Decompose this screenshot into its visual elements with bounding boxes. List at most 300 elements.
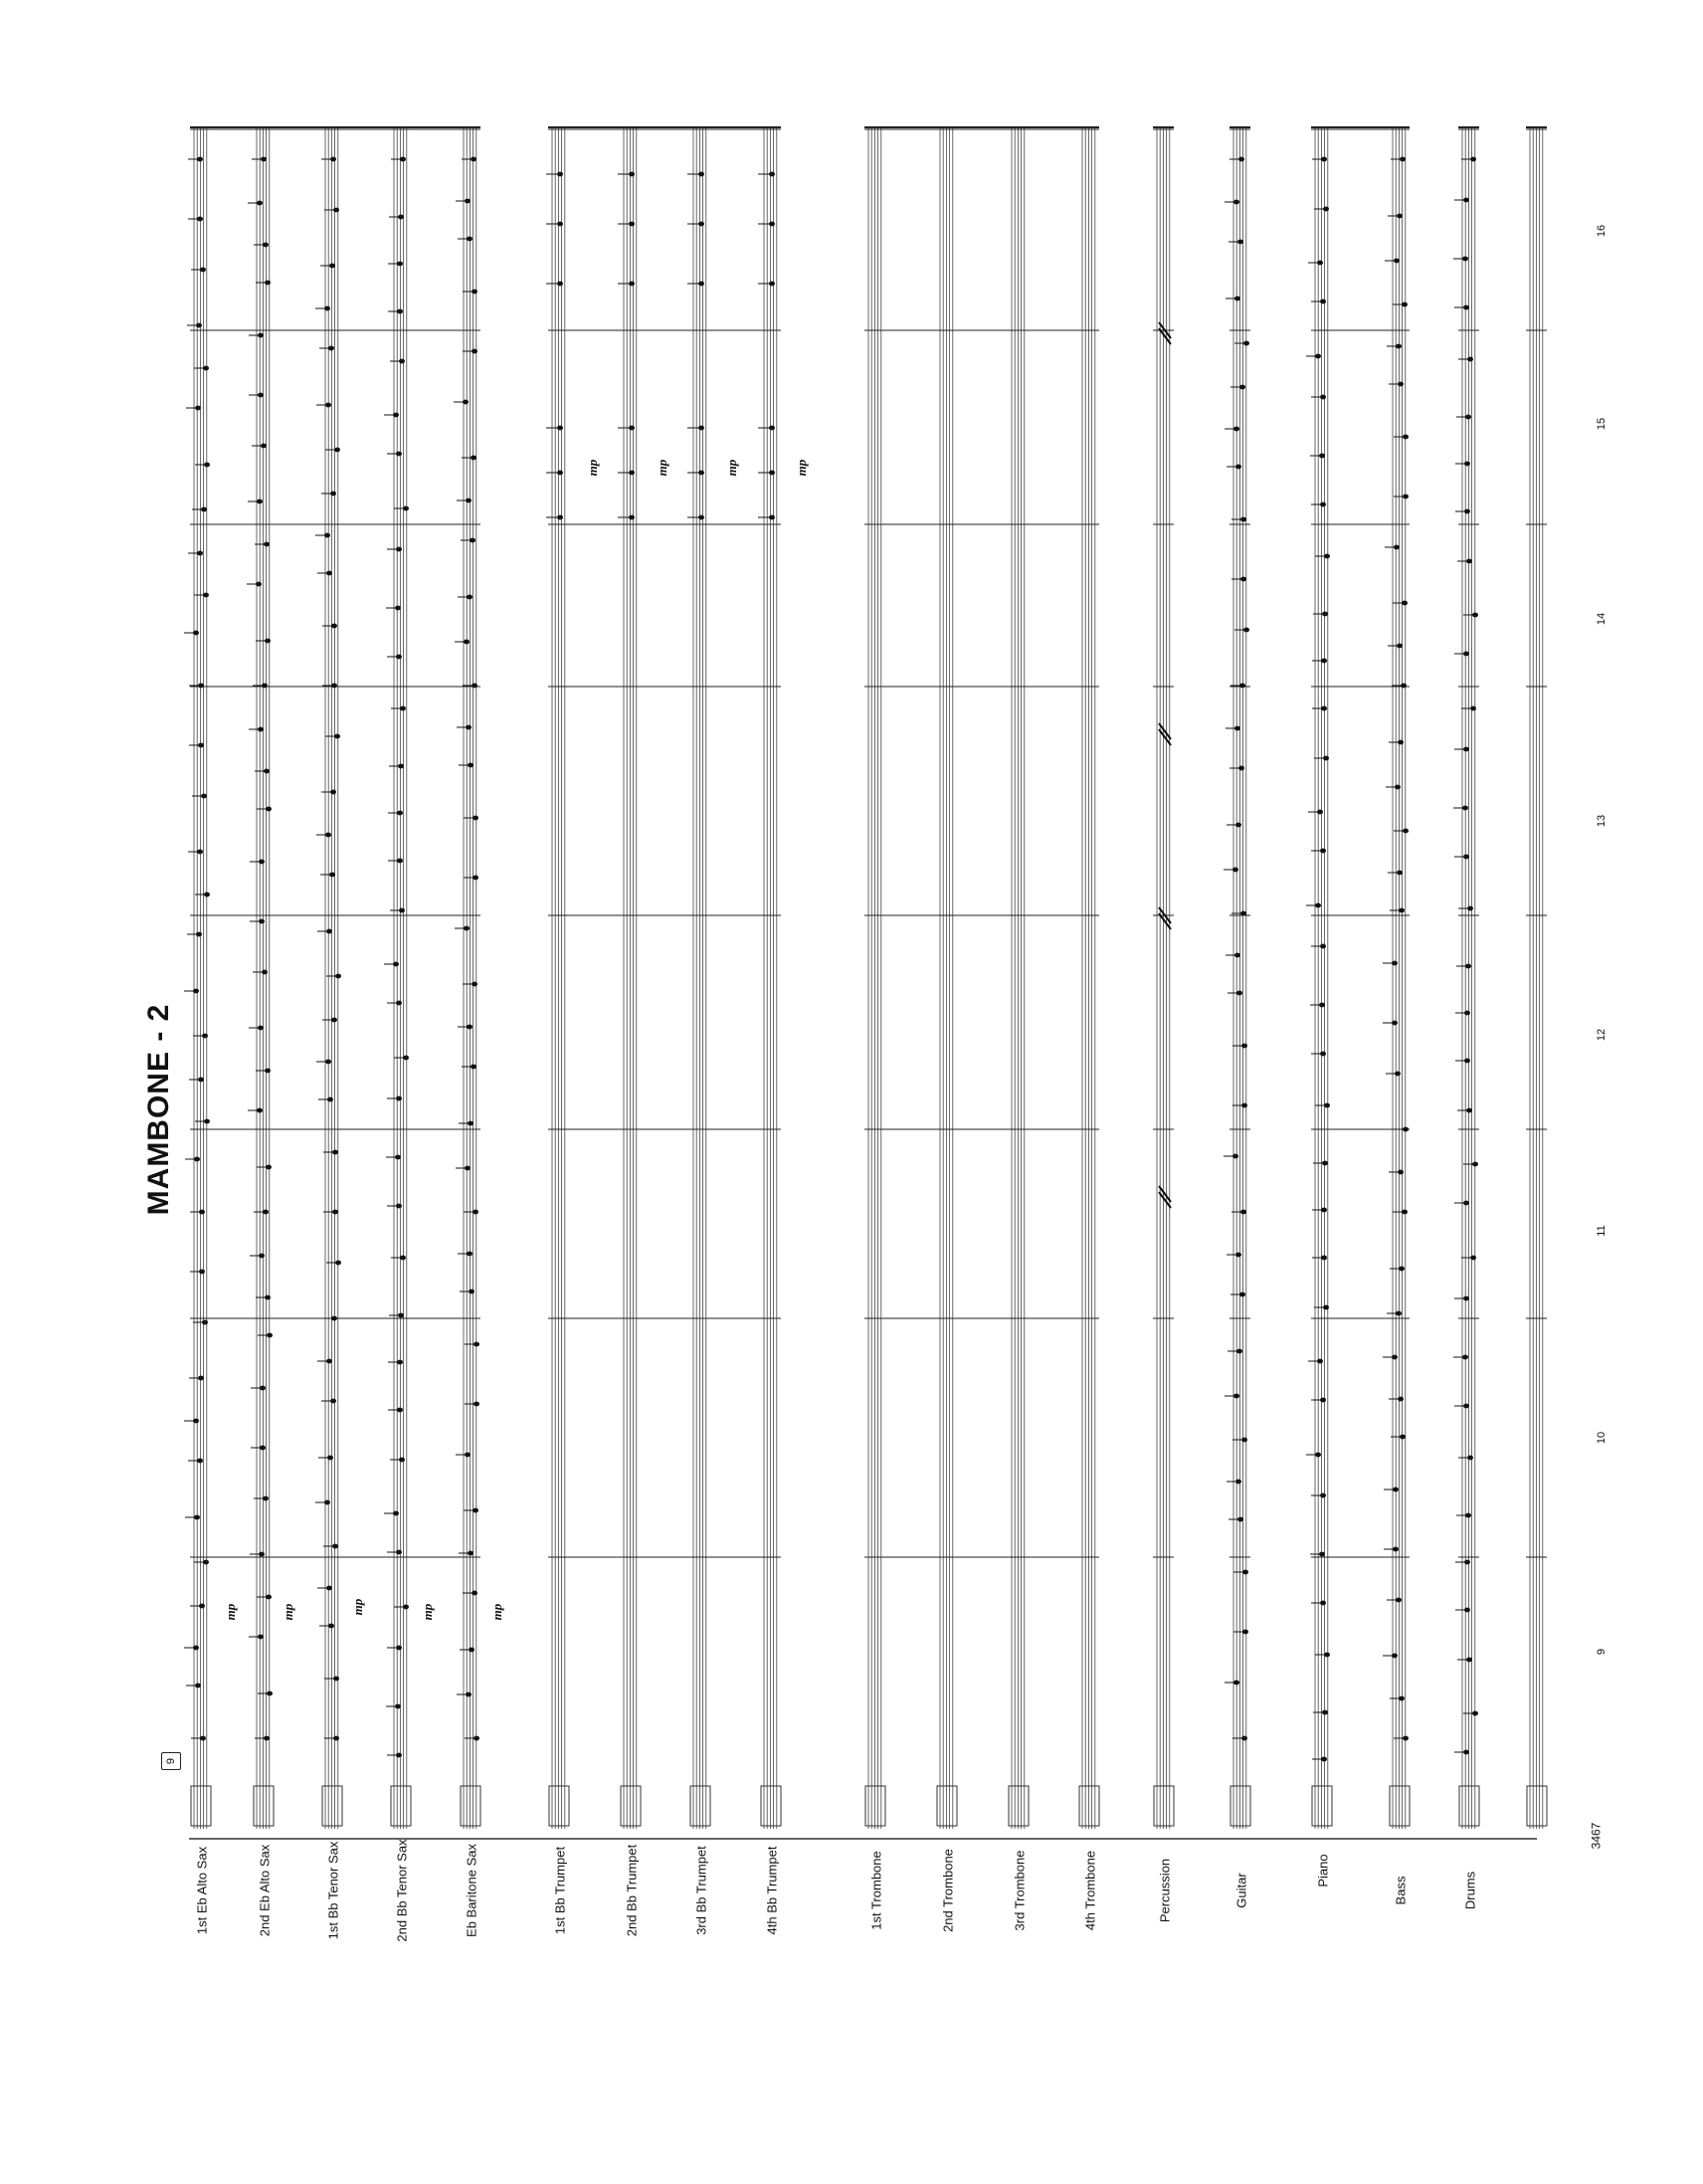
note-head: [259, 1552, 265, 1557]
note-head: [324, 533, 330, 538]
note-head: [629, 515, 635, 520]
note-head: [698, 426, 704, 431]
note-head: [629, 282, 635, 287]
note-head: [1392, 961, 1398, 966]
note-head: [326, 929, 332, 934]
note-head: [470, 538, 475, 543]
note-head: [557, 282, 563, 287]
staff: [394, 127, 407, 1829]
note-head: [1394, 545, 1400, 550]
note-head: [263, 1210, 269, 1215]
note-head: [202, 1320, 208, 1325]
note-head: [393, 413, 399, 418]
note-head: [1232, 868, 1238, 873]
page-number: 3467: [1589, 1822, 1604, 1850]
note-head: [396, 1646, 402, 1651]
measure-number: 11: [1596, 1225, 1608, 1237]
note-head: [1397, 644, 1403, 649]
note-head: [1233, 427, 1239, 432]
note-head: [464, 640, 470, 645]
note-head: [557, 515, 563, 520]
note-head: [1392, 1355, 1398, 1360]
note-head: [769, 222, 775, 227]
note-head: [466, 1692, 472, 1697]
dynamic-marking: mp: [420, 1603, 435, 1621]
note-head: [1467, 1456, 1473, 1461]
note-head: [1463, 1750, 1469, 1755]
staff: [1530, 127, 1543, 1829]
note-head: [1463, 1296, 1469, 1301]
note-head: [1470, 157, 1476, 162]
measure-number: 14: [1596, 612, 1608, 626]
staff: [624, 127, 637, 1829]
note-head: [1395, 785, 1401, 790]
note-head: [1322, 1710, 1328, 1715]
note-head: [472, 349, 477, 354]
staff: [1012, 127, 1025, 1829]
note-head: [557, 172, 563, 177]
note-head: [257, 201, 263, 206]
note-head: [198, 1376, 204, 1381]
note-head: [1466, 1108, 1472, 1113]
note-head: [263, 243, 269, 248]
instrument-label: Percussion: [1157, 1858, 1173, 1923]
measure-number: 10: [1596, 1431, 1608, 1445]
note-head: [1317, 261, 1323, 266]
note-head: [1238, 157, 1244, 162]
measure-number: 16: [1596, 224, 1608, 238]
note-head: [399, 359, 405, 364]
note-head: [1462, 806, 1468, 811]
note-head: [1394, 259, 1400, 264]
note-head: [1319, 1003, 1325, 1008]
note-head: [1315, 1453, 1321, 1458]
note-head: [1466, 1658, 1472, 1663]
note-head: [197, 1459, 203, 1464]
note-head: [334, 734, 340, 739]
note-head: [257, 1108, 263, 1113]
note-head: [1464, 1608, 1470, 1613]
note-head: [397, 1408, 403, 1413]
note-head: [1403, 495, 1409, 499]
note-head: [473, 1508, 478, 1513]
note-head: [1402, 601, 1408, 606]
note-head: [1464, 1560, 1470, 1565]
note-head: [1398, 1170, 1404, 1175]
note-head: [769, 471, 775, 476]
note-head: [1235, 1253, 1241, 1258]
note-head: [1323, 756, 1329, 761]
note-head: [265, 1295, 271, 1300]
note-head: [330, 157, 336, 162]
note-head: [467, 595, 473, 600]
note-head: [467, 1025, 473, 1030]
note-head: [1317, 1359, 1323, 1364]
note-head: [769, 426, 775, 431]
note-head: [400, 1256, 406, 1261]
instrument-label: Bass: [1393, 1876, 1409, 1905]
measure-number: 13: [1596, 814, 1608, 828]
note-head: [1241, 1736, 1247, 1741]
note-head: [258, 1026, 264, 1031]
note-head: [1396, 1598, 1402, 1603]
note-head: [1240, 577, 1246, 582]
note-head: [471, 157, 476, 162]
note-head: [333, 208, 339, 213]
instrument-label: 3rd Trombone: [1012, 1850, 1028, 1931]
note-head: [197, 157, 203, 162]
note-head: [469, 1648, 474, 1653]
note-head: [1398, 740, 1404, 745]
note-head: [331, 624, 337, 629]
note-head: [393, 1511, 399, 1516]
note-head: [1397, 871, 1403, 876]
note-head: [198, 684, 204, 689]
note-head: [466, 725, 472, 730]
note-head: [1400, 157, 1406, 162]
note-head: [332, 1210, 338, 1215]
note-head: [1402, 1210, 1408, 1215]
note-head: [328, 346, 334, 351]
note-head: [327, 1097, 333, 1102]
note-head: [466, 498, 472, 503]
note-head: [557, 426, 563, 431]
note-head: [1243, 341, 1249, 346]
staff: [194, 127, 207, 1829]
note-head: [471, 1065, 476, 1070]
note-head: [263, 1496, 269, 1501]
instrument-label: 1st Bb Tenor Sax: [325, 1841, 341, 1940]
note-head: [769, 515, 775, 520]
note-head: [267, 1691, 273, 1696]
note-head: [1237, 240, 1243, 245]
instrument-label: 2nd Trombone: [940, 1849, 956, 1932]
note-head: [468, 1551, 473, 1556]
note-head: [473, 1210, 478, 1215]
note-head: [1321, 1208, 1327, 1213]
note-head: [473, 876, 478, 881]
note-head: [398, 1313, 404, 1318]
note-head: [1232, 1154, 1238, 1159]
note-head: [195, 1684, 201, 1688]
note-head: [473, 1736, 479, 1741]
note-head: [327, 1456, 333, 1461]
note-head: [265, 1069, 271, 1074]
note-head: [1465, 415, 1471, 420]
note-head: [264, 769, 270, 774]
dynamic-marking: mp: [350, 1598, 365, 1616]
note-head: [1237, 1517, 1243, 1522]
note-head: [1234, 726, 1240, 731]
note-head: [1324, 1103, 1330, 1108]
staff: [464, 127, 476, 1829]
note-head: [197, 850, 203, 855]
instrument-label: 4th Bb Trumpet: [764, 1846, 780, 1935]
note-head: [260, 1446, 266, 1451]
note-head: [330, 790, 336, 795]
note-head: [397, 811, 403, 816]
instrument-label: 1st Bb Trumpet: [552, 1846, 568, 1935]
note-head: [1403, 829, 1409, 834]
note-head: [199, 1270, 205, 1275]
note-head: [200, 268, 206, 273]
note-head: [396, 452, 402, 457]
staff: [1315, 127, 1328, 1829]
note-head: [629, 172, 635, 177]
staff: [552, 127, 565, 1829]
note-head: [1242, 1570, 1248, 1575]
note-head: [202, 1034, 208, 1039]
note-head: [1236, 991, 1242, 996]
note-head: [1395, 1072, 1401, 1077]
note-head: [397, 262, 403, 267]
note-head: [256, 582, 262, 587]
note-head: [262, 970, 268, 975]
note-head: [258, 727, 264, 732]
note-head: [1463, 747, 1469, 752]
note-head: [1470, 706, 1476, 711]
note-head: [1393, 1488, 1399, 1492]
note-head: [467, 237, 473, 242]
note-head: [1322, 1161, 1328, 1166]
note-head: [332, 1150, 338, 1155]
note-head: [769, 282, 775, 287]
note-head: [1320, 299, 1326, 304]
note-head: [1234, 953, 1240, 958]
instrument-label: Guitar: [1233, 1873, 1249, 1908]
note-head: [403, 1605, 409, 1610]
note-head: [259, 919, 265, 924]
title-area: [119, 980, 199, 1239]
note-head: [325, 1060, 331, 1065]
note-head: [1399, 1267, 1405, 1272]
note-head: [265, 639, 271, 644]
instrument-label: 2nd Bb Trumpet: [624, 1844, 640, 1937]
note-head: [328, 1624, 334, 1629]
note-head: [398, 215, 404, 220]
note-head: [1399, 908, 1405, 913]
note-head: [1399, 1696, 1405, 1701]
note-head: [468, 763, 473, 768]
note-head: [1392, 1654, 1398, 1659]
note-head: [258, 1635, 264, 1640]
instrument-label: 3rd Bb Trumpet: [693, 1846, 709, 1935]
note-head: [473, 816, 478, 821]
note-head: [629, 222, 635, 227]
note-head: [472, 290, 477, 295]
staff: [1462, 127, 1475, 1829]
note-head: [1463, 305, 1469, 310]
staff: [693, 127, 706, 1829]
note-head: [193, 1419, 199, 1424]
note-head: [395, 1704, 401, 1709]
staff: [325, 127, 338, 1829]
note-head: [331, 684, 337, 689]
note-head: [1320, 502, 1326, 507]
note-head: [333, 1736, 339, 1741]
note-head: [1465, 1513, 1471, 1518]
note-head: [1463, 652, 1469, 657]
note-head: [1397, 214, 1403, 219]
note-head: [1323, 207, 1329, 212]
note-head: [1238, 766, 1244, 771]
staff: [257, 127, 270, 1829]
note-head: [197, 217, 203, 222]
note-head: [1403, 435, 1409, 440]
note-head: [331, 1316, 337, 1321]
staff: [940, 127, 953, 1829]
note-head: [1320, 1052, 1326, 1057]
note-head: [1401, 684, 1407, 689]
note-head: [464, 926, 470, 931]
note-head: [325, 403, 331, 408]
note-head: [324, 1500, 330, 1505]
note-head: [397, 859, 403, 864]
note-head: [1319, 454, 1325, 459]
note-head: [196, 932, 202, 937]
note-head: [698, 282, 704, 287]
note-head: [1242, 1630, 1248, 1635]
note-head: [258, 333, 264, 338]
note-head: [465, 1166, 471, 1171]
note-head: [769, 172, 775, 177]
note-head: [1317, 810, 1323, 815]
note-head: [1240, 517, 1246, 522]
note-head: [396, 655, 402, 660]
note-head: [557, 471, 563, 476]
note-head: [330, 1399, 336, 1404]
note-head: [265, 281, 271, 286]
note-head: [465, 199, 471, 204]
note-head: [325, 833, 331, 838]
note-head: [200, 1736, 206, 1741]
note-head: [399, 1458, 405, 1463]
note-head: [258, 393, 264, 398]
note-head: [193, 631, 199, 636]
dynamic-marking: mp: [489, 1603, 504, 1621]
note-head: [1320, 849, 1326, 854]
note-head: [1235, 465, 1241, 470]
note-head: [194, 1515, 200, 1520]
note-head: [698, 222, 704, 227]
instrument-label: 2nd Eb Alto Sax: [257, 1844, 273, 1937]
note-head: [1396, 344, 1402, 349]
note-head: [396, 1550, 402, 1555]
note-head: [395, 606, 401, 611]
note-head: [326, 571, 332, 576]
note-head: [266, 1165, 272, 1170]
rehearsal-mark: 9: [161, 1752, 181, 1770]
note-head: [469, 1290, 474, 1294]
note-head: [1320, 1601, 1326, 1606]
note-head: [1464, 1059, 1470, 1064]
staff: [1157, 127, 1170, 1829]
note-head: [259, 860, 265, 865]
note-head: [335, 1261, 341, 1266]
note-head: [1324, 1653, 1330, 1658]
note-head: [396, 1753, 402, 1758]
note-head: [1233, 1394, 1239, 1399]
note-head: [195, 406, 201, 411]
note-head: [1463, 1404, 1469, 1409]
note-head: [403, 1056, 409, 1061]
note-head: [398, 764, 404, 769]
note-head: [1324, 554, 1330, 559]
note-head: [1463, 1201, 1469, 1206]
note-head: [1321, 1256, 1327, 1261]
note-head: [324, 306, 330, 311]
note-head: [698, 172, 704, 177]
note-head: [698, 515, 704, 520]
note-head: [264, 1736, 270, 1741]
note-head: [629, 471, 635, 476]
note-head: [201, 507, 207, 512]
note-head: [326, 1586, 332, 1591]
instrument-label: 2nd Bb Tenor Sax: [394, 1839, 410, 1942]
note-head: [1320, 944, 1326, 949]
note-head: [1472, 613, 1478, 618]
note-head: [472, 1591, 477, 1596]
note-head: [473, 1342, 479, 1347]
note-head: [264, 542, 270, 547]
note-head: [1320, 1398, 1326, 1403]
note-head: [395, 1155, 401, 1160]
note-head: [1464, 462, 1470, 467]
note-head: [1466, 559, 1472, 564]
dynamic-marking: mp: [281, 1603, 295, 1621]
note-head: [1235, 823, 1241, 828]
dynamic-marking: mp: [223, 1603, 238, 1621]
note-head: [393, 962, 399, 967]
note-head: [396, 1001, 402, 1006]
note-head: [204, 463, 210, 468]
note-head: [1402, 302, 1408, 307]
note-head: [1234, 297, 1240, 301]
note-head: [1472, 1711, 1478, 1716]
note-head: [1467, 906, 1473, 911]
note-head: [1239, 385, 1245, 390]
note-head: [259, 1254, 265, 1259]
note-head: [1393, 1547, 1399, 1552]
note-head: [199, 1604, 205, 1609]
note-head: [329, 873, 335, 878]
note-head: [1321, 1757, 1327, 1762]
note-head: [1463, 855, 1469, 860]
note-head: [1243, 628, 1249, 633]
note-head: [1240, 911, 1246, 916]
note-head: [629, 426, 635, 431]
note-head: [1467, 357, 1473, 362]
measure-number: 9: [1596, 1648, 1608, 1656]
note-head: [396, 1204, 402, 1209]
score-title: MAMBONE - 2: [142, 1003, 175, 1216]
note-head: [1392, 1021, 1398, 1026]
note-head: [1320, 395, 1326, 400]
note-head: [1319, 1552, 1325, 1557]
note-head: [471, 456, 476, 461]
note-head: [472, 982, 477, 987]
note-head: [1241, 1103, 1247, 1108]
note-head: [1462, 1355, 1468, 1360]
note-head: [1398, 382, 1404, 387]
note-head: [399, 908, 405, 913]
instrument-label: 1st Eb Alto Sax: [194, 1846, 210, 1935]
note-head: [326, 1359, 332, 1364]
note-head: [1241, 1438, 1247, 1443]
note-head: [1321, 157, 1327, 162]
note-head: [203, 366, 209, 371]
note-head: [199, 1210, 205, 1215]
